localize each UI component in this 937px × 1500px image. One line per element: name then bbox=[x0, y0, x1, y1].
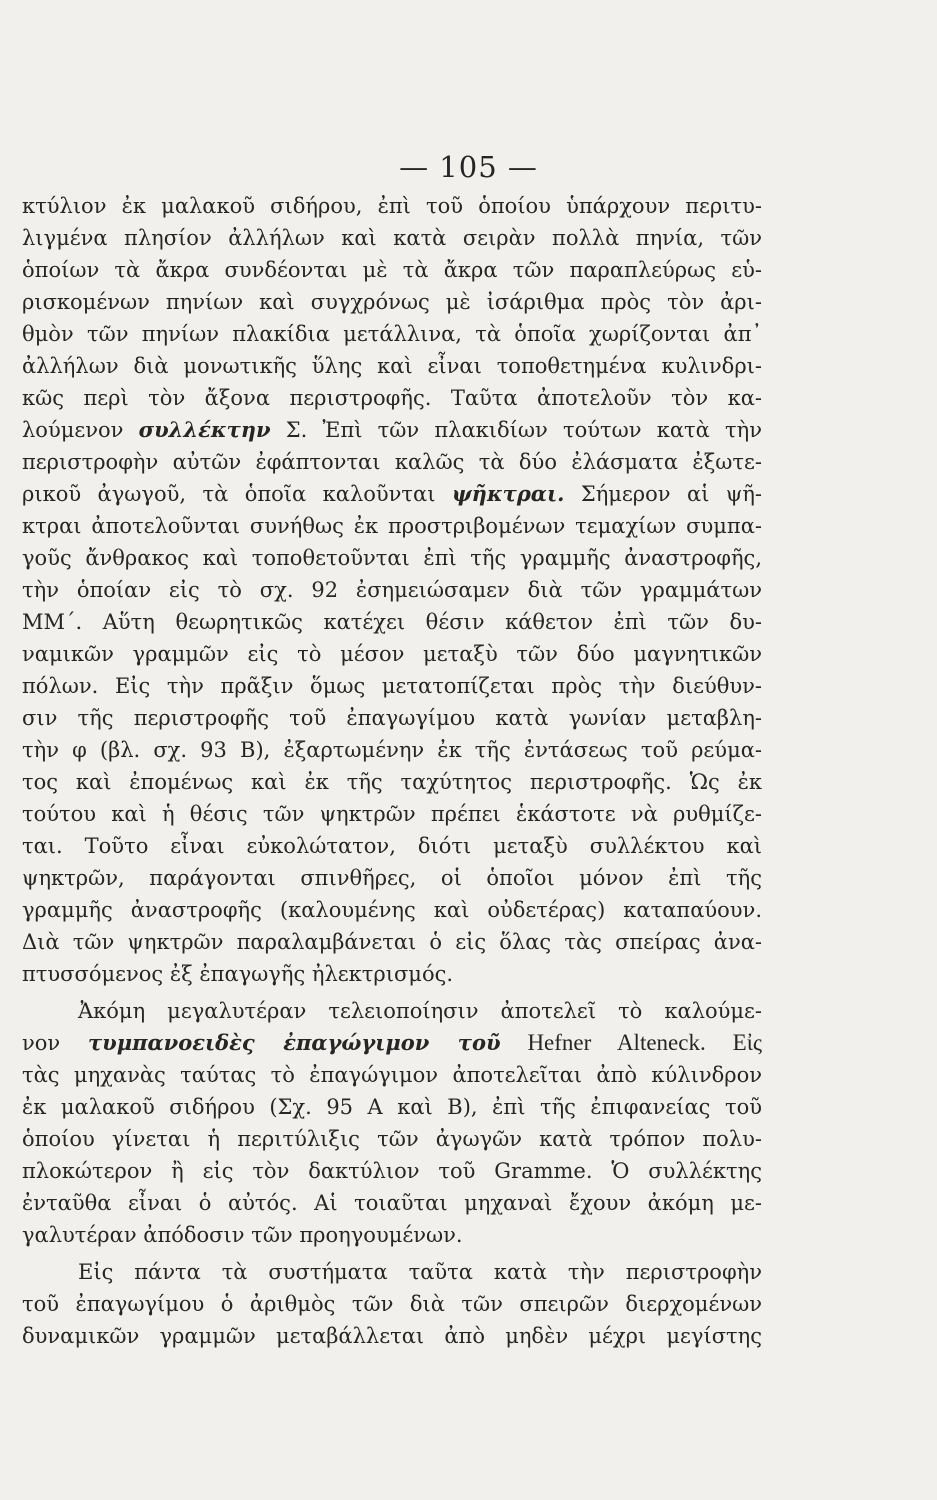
paragraph-first-line: Ἀκόμη μεγαλυτέραν τελειοποίησιν ἀποτελεῖ τὸ καλούμε- bbox=[78, 999, 762, 1023]
text-run: ρικοῦ ἀγωγοῦ, τὰ ὁποῖα καλοῦνται bbox=[22, 482, 452, 506]
text-line: πόλων. Εἰς τὴν πρᾶξιν ὅμως μετατοπίζεται πρὸς τὴν διεύθυν- bbox=[22, 674, 762, 698]
text-line: κτραι ἀποτελοῦνται συνήθως ἐκ προστριβομένων τεμαχίων συμπα- bbox=[22, 514, 762, 538]
text-line: ἐκ μαλακοῦ σιδήρου (Σχ. 95 Α καὶ Β), ἐπὶ τῆς ἐπιφανείας τοῦ bbox=[22, 1095, 762, 1119]
text-line: λιγμένα πλησίον ἀλλήλων καὶ κατὰ σειρὰν πολλὰ πηνία, τῶν bbox=[22, 226, 762, 250]
text-line: ὁποίου γίνεται ἡ περιτύλιξις τῶν ἀγωγῶν κατὰ τρόπον πολυ- bbox=[22, 1127, 762, 1151]
text-line: πλοκώτερον ἢ εἰς τὸν δακτύλιον τοῦ Gramme. Ὁ συλλέκτης bbox=[22, 1159, 762, 1183]
text-line: σιν τῆς περιστροφῆς τοῦ ἐπαγωγίμου κατὰ γωνίαν μεταβλη- bbox=[22, 706, 762, 730]
text-line: θμὸν τῶν πηνίων πλακίδια μετάλλινα, τὰ ὁποῖα χωρίζονται ἀπ᾿ bbox=[22, 322, 762, 346]
text-line: ΜΜ΄. Αὕτη θεωρητικῶς κατέχει θέσιν κάθετον ἐπὶ τῶν δυ- bbox=[22, 610, 762, 634]
text-line: πτυσσόμενος ἐξ ἐπαγωγῆς ἠλεκτρισμός. bbox=[22, 962, 454, 986]
text-line: τὰς μηχανὰς ταύτας τὸ ἐπαγώγιμον ἀποτελεῖται ἀπὸ κύλινδρον bbox=[22, 1063, 762, 1087]
text-line: περιστροφὴν αὐτῶν ἐφάπτονται καλῶς τὰ δύο ἐλάσματα ἐξωτε- bbox=[22, 450, 762, 474]
text-line: τὴν ὁποίαν εἰς τὸ σχ. 92 ἐσημειώσαμεν διὰ τῶν γραμμάτων bbox=[22, 578, 762, 602]
text-line: Διὰ τῶν ψηκτρῶν παραλαμβάνεται ὁ εἰς ὅλας τὰς σπείρας ἀνα- bbox=[22, 930, 762, 954]
text-line: γαλυτέραν ἀπόδοσιν τῶν προηγουμένων. bbox=[22, 1223, 463, 1247]
text-line: κῶς περὶ τὸν ἄξονα περιστροφῆς. Ταῦτα ἀποτελοῦν τὸν κα- bbox=[22, 386, 762, 410]
text-line: γραμμῆς ἀναστροφῆς (καλουμένης καὶ οὐδετέρας) καταπαύουν. bbox=[22, 898, 762, 922]
emphasized-term: ψῆκτραι. bbox=[451, 481, 565, 506]
text-line: δυναμικῶν γραμμῶν μεταβάλλεται ἀπὸ μηδὲν μέχρι μεγίστης bbox=[22, 1324, 762, 1348]
paragraph-first-line: Εἰς πάντα τὰ συστήματα ταῦτα κατὰ τὴν περιστροφὴν bbox=[78, 1260, 762, 1284]
emphasized-term: τυμπανοειδὲς ἐπαγώγιμον τοῦ bbox=[88, 1030, 501, 1055]
text-run: Σήμερον αἱ ψῆ- bbox=[564, 482, 762, 506]
text-line bbox=[22, 414, 762, 446]
text-line: ναμικῶν γραμμῶν εἰς τὸ μέσον μεταξὺ τῶν δύο μαγνητικῶν bbox=[22, 642, 762, 666]
text-line: τος καὶ ἐπομένως καὶ ἐκ τῆς ταχύτητος περιστροφῆς. Ὡς ἐκ bbox=[22, 770, 762, 794]
text-run: λούμενον bbox=[22, 418, 139, 442]
page-number: — 105 — bbox=[399, 150, 538, 184]
text-line: τὴν φ (βλ. σχ. 93 Β), ἐξαρτωμένην ἐκ τῆς ἐντάσεως τοῦ ρεύμα- bbox=[22, 738, 762, 762]
text-line: ἀλλήλων διὰ μονωτικῆς ὕλης καὶ εἶναι τοποθετημένα κυλινδρι- bbox=[22, 354, 762, 378]
text-line: ται. Τοῦτο εἶναι εὐκολώτατον, διότι μεταξὺ συλλέκτου καὶ bbox=[22, 834, 762, 858]
body-text bbox=[22, 190, 762, 1352]
text-line: ὁποίων τὰ ἄκρα συνδέονται μὲ τὰ ἄκρα τῶν παραπλεύρως εὑ- bbox=[22, 258, 762, 282]
text-line: τοῦ ἐπαγωγίμου ὁ ἀριθμὸς τῶν διὰ τῶν σπειρῶν διερχομένων bbox=[22, 1292, 762, 1316]
text-line: ψηκτρῶν, παράγονται σπινθῆρες, οἱ ὁποῖοι μόνον ἐπὶ τῆς bbox=[22, 866, 762, 890]
text-line: ἐνταῦθα εἶναι ὁ αὐτός. Αἱ τοιαῦται μηχαναὶ ἔχουν ἀκόμη με- bbox=[22, 1191, 762, 1215]
text-line bbox=[22, 478, 762, 510]
text-line bbox=[22, 1027, 762, 1059]
text-run: Σ. Ἐπὶ τῶν πλακιδίων τούτων κατὰ τὴν bbox=[270, 418, 762, 442]
text-run: νον bbox=[22, 1031, 89, 1055]
text-line: κτύλιον ἐκ μαλακοῦ σιδήρου, ἐπὶ τοῦ ὁποίου ὑπάρχουν περιτυ- bbox=[22, 194, 762, 218]
emphasized-term: συλλέκτην bbox=[138, 417, 271, 442]
text-line: τούτου καὶ ἡ θέσις τῶν ψηκτρῶν πρέπει ἑκάστοτε νὰ ρυθμίζε- bbox=[22, 802, 762, 826]
text-line: γοῦς ἄνθρακος καὶ τοποθετοῦνται ἐπὶ τῆς γραμμῆς ἀναστροφῆς, bbox=[22, 546, 762, 570]
text-run: Hefner Alteneck. Εἰς bbox=[500, 1030, 762, 1055]
text-line: ρισκομένων πηνίων καὶ συγχρόνως μὲ ἰσάριθμα πρὸς τὸν ἀρι- bbox=[22, 290, 762, 314]
